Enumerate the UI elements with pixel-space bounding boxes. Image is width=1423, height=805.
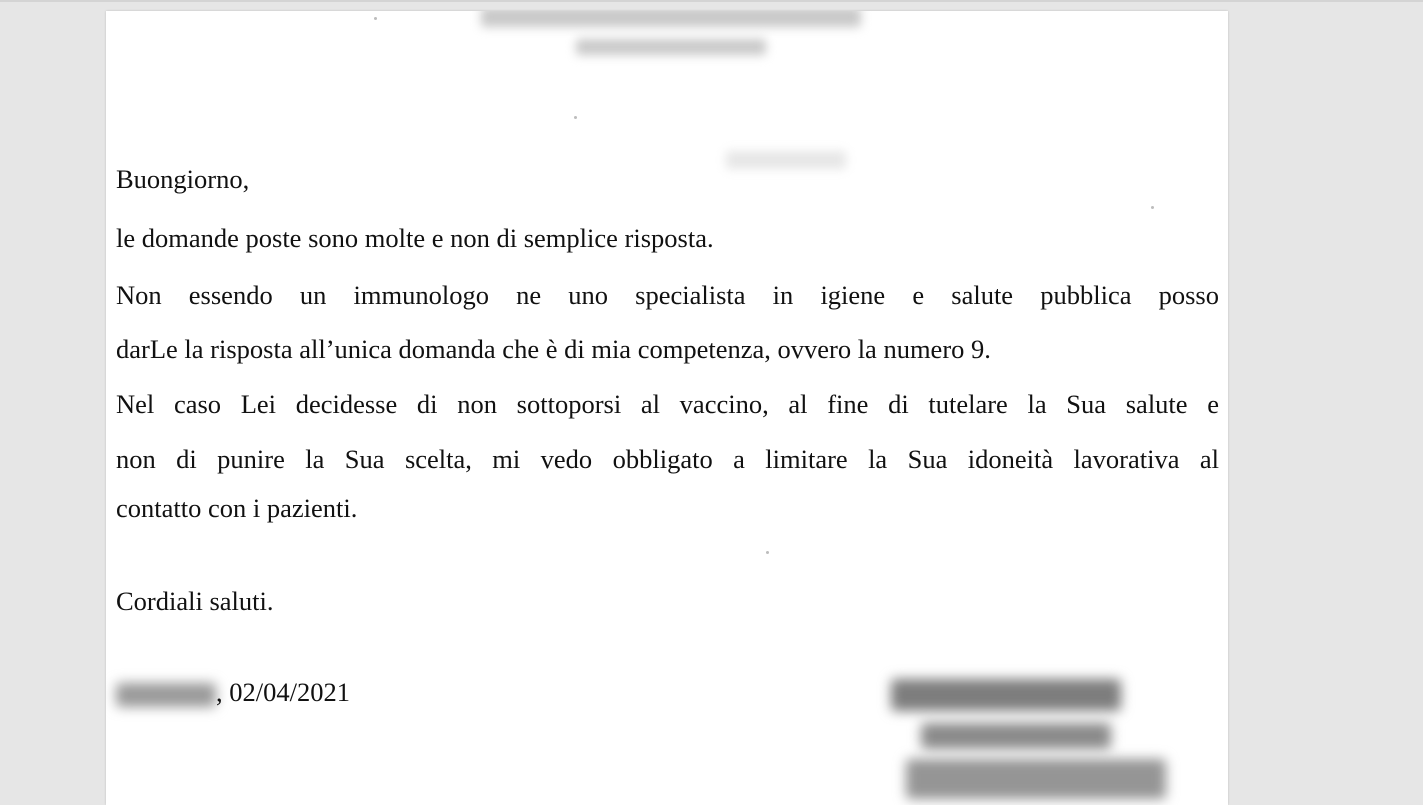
body-line-5: non di punire la Sua scelta, mi vedo obbligato a limitare la Sua idoneità lavorativa al xyxy=(116,444,1219,474)
scan-speck xyxy=(766,551,769,554)
body-line-1: le domande poste sono molte e non di semplice risposta. xyxy=(116,223,714,253)
viewer-top-border xyxy=(0,0,1423,2)
body-line-6: contatto con i pazienti. xyxy=(116,493,358,523)
scan-speck xyxy=(374,17,377,20)
redacted-signature-title xyxy=(921,723,1111,749)
redacted-letterhead xyxy=(481,11,861,27)
document-page xyxy=(106,11,1228,805)
body-line-3: darLe la risposta all’unica domanda che è di mia competenza, ovvero la numero 9. xyxy=(116,334,991,364)
scan-speck xyxy=(1151,206,1154,209)
redacted-letterhead-subline xyxy=(576,39,766,55)
greeting: Buongiorno, xyxy=(116,164,250,194)
letter-date: , 02/04/2021 xyxy=(216,677,350,707)
scan-speck xyxy=(574,116,577,119)
body-line-2: Non essendo un immunologo ne uno specialista in igiene e salute pubblica posso xyxy=(116,280,1219,310)
closing: Cordiali saluti. xyxy=(116,586,274,616)
redacted-place-name xyxy=(116,683,216,707)
redacted-signature-name xyxy=(891,679,1121,711)
body-line-4: Nel caso Lei decidesse di non sottoporsi al vaccino, al fine di tutelare la Sua salute e xyxy=(116,389,1219,419)
redacted-signature-mark xyxy=(906,759,1166,799)
scan-smudge xyxy=(726,151,846,169)
